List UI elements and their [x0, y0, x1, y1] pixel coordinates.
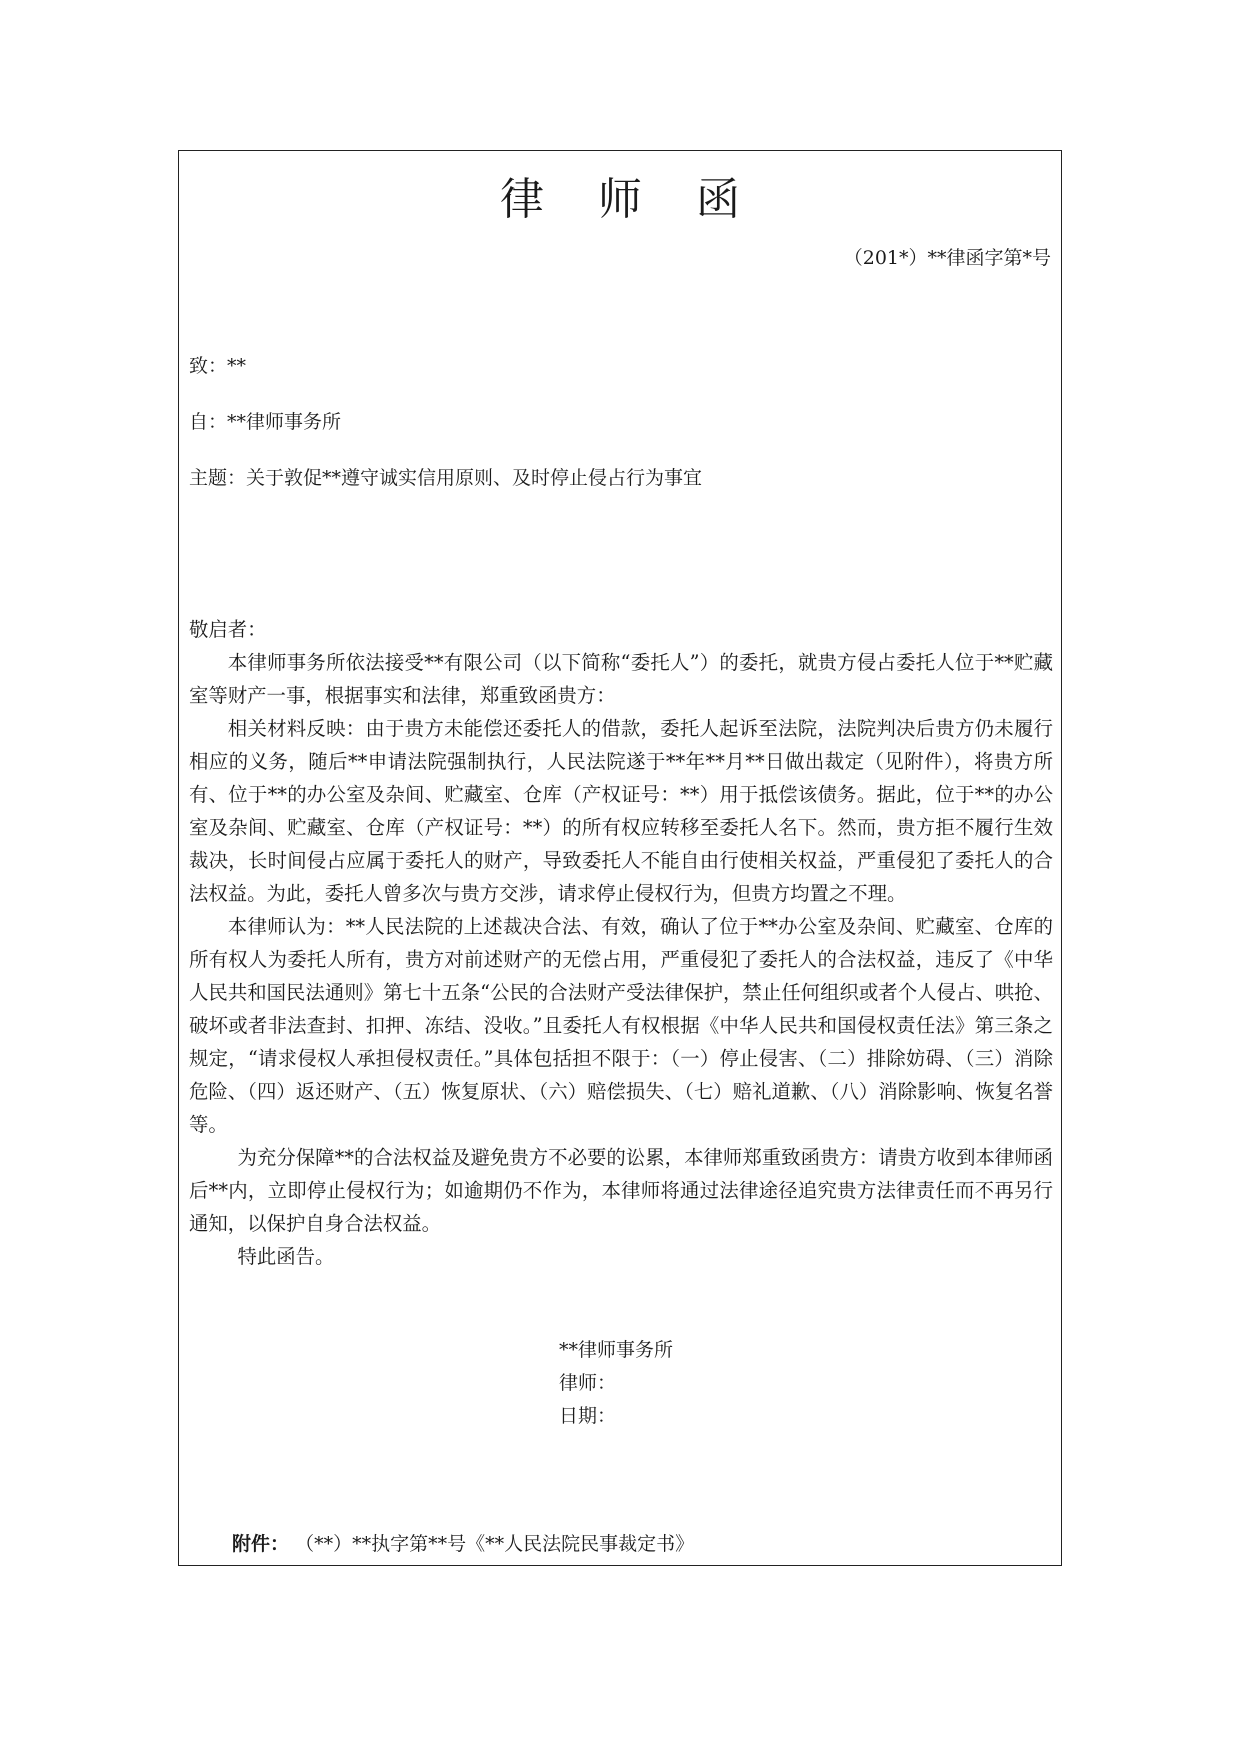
attachment-line: [232, 1529, 694, 1556]
letter-frame: [178, 150, 1062, 1566]
signature-block: [559, 1334, 673, 1433]
from-line: 自：**律师事务所: [189, 411, 342, 433]
letter-body: [189, 613, 1053, 1273]
attachment-text: （**）**执字第**号《**人民法院民事裁定书》: [295, 1533, 695, 1555]
body-paragraph: 为充分保障**的合法权益及避免贵方不必要的讼累，本律师郑重致函贵方：请贵方收到本律师函后**内，立即停止侵权行为；如逾期仍不作为，本律师将通过法律途径追究贵方法律责任而不再另行通知，以保护自身合法权益。: [189, 1146, 1053, 1235]
document-number: （201*）**律函字第*号: [843, 247, 1051, 269]
salutation: 敬启者：: [189, 618, 267, 641]
closing-phrase: 特此函告。: [237, 1245, 335, 1268]
letter-title: 律 师 函: [500, 174, 760, 225]
signature-date-label: 日期：: [559, 1405, 617, 1427]
signature-firm: **律师事务所: [559, 1339, 674, 1361]
body-paragraph: 相关材料反映：由于贵方未能偿还委托人的借款，委托人起诉至法院，法院判决后贵方仍未履行相应的义务，随后**申请法院强制执行，人民法院遂于**年**月**日做出裁定（见附件），将贵方所有、位于**的办公室及杂间、贮藏室、仓库（产权证号：**）用于抵偿该债务。据此，位于**的办公室及杂间、贮藏室、仓库（产权证号：**）的所有权应转移至委托人名下。然而，贵方拒不履行生效裁决，长时间侵占应属于委托人的财产，导致委托人不能自由行使相关权益，严重侵犯了委托人的合法权益。为此，委托人曾多次与贵方交涉，请求停止侵权行为，但贵方均置之不理。: [189, 717, 1053, 905]
to-line: 致：**: [189, 355, 247, 377]
body-paragraph: 本律师事务所依法接受**有限公司（以下简称“委托人”）的委托，就贵方侵占委托人位于**贮藏室等财产一事，根据事实和法律，郑重致函贵方：: [189, 651, 1053, 707]
body-paragraph: 本律师认为：**人民法院的上述裁决合法、有效，确认了位于**办公室及杂间、贮藏室、仓库的所有权人为委托人所有，贵方对前述财产的无偿占用，严重侵犯了委托人的合法权益，违反了《中华人民共和国民法通则》第七十五条“公民的合法财产受法律保护，禁止任何组织或者个人侵占、哄抢、破坏或者非法查封、扣押、冻结、没收。”且委托人有权根据《中华人民共和国侵权责任法》第三条之规定，“请求侵权人承担侵权责任。”具体包括担不限于：（一）停止侵害、（二）排除妨碍、（三）消除危险、（四）返还财产、（五）恢复原状、（六）赔偿损失、（七）赔礼道歉、（八）消除影响、恢复名誉等。: [189, 915, 1053, 1136]
attachment-label: 附件：: [232, 1533, 290, 1555]
subject-line: 主题：关于敦促**遵守诚实信用原则、及时停止侵占行为事宜: [189, 467, 703, 489]
signature-lawyer-label: 律师：: [559, 1372, 617, 1394]
